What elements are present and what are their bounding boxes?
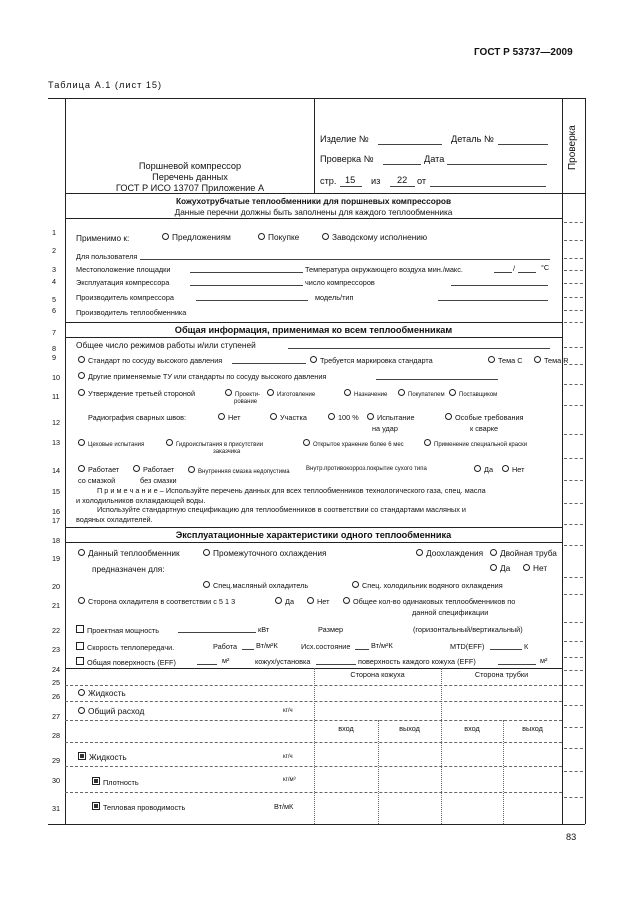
option-no-internal-lube[interactable]: Внутренняя смазка недопустима: [188, 466, 290, 475]
radio-icon: [490, 549, 497, 556]
thermal-conductivity-unit: Вт/мК: [274, 802, 294, 811]
option-coating-no[interactable]: Нет: [502, 465, 524, 474]
mtd-field[interactable]: [490, 649, 522, 650]
checkbox-thermal-conductivity[interactable]: Тепловая проводимость: [92, 802, 185, 812]
checkbox-fluid-flow[interactable]: Жидкость: [78, 752, 127, 762]
row-number: 7: [52, 328, 57, 337]
radiography-label: Радиография сварных швов:: [88, 413, 187, 422]
row-number: 3: [52, 265, 57, 274]
surface-per-shell-field[interactable]: [498, 664, 536, 665]
option-double-pipe-yes[interactable]: Да: [490, 563, 510, 573]
radio-icon: [218, 413, 225, 420]
row-number: 18: [52, 536, 61, 545]
option-tema-r[interactable]: Тема R: [534, 356, 568, 365]
option-special-paint[interactable]: Применение специальной краски: [424, 439, 527, 448]
radio-icon: [534, 356, 541, 363]
of-label: из: [371, 176, 381, 186]
row-number: 17: [52, 516, 61, 525]
proverka-field[interactable]: [383, 164, 421, 165]
surface-per-shell-label: поверхность каждого кожуха (EFF): [358, 657, 476, 666]
table-col-divider: [441, 668, 442, 824]
section1-title: Кожухотрубчатые теплообменники для поршневых компрессоров: [175, 196, 452, 206]
row-number: 4: [52, 277, 57, 286]
option-identical-count[interactable]: Общее кол-во одинаковых теплообменников по: [343, 597, 515, 606]
row-number: 30: [52, 776, 61, 785]
page-value: 15: [345, 175, 356, 185]
general-info-title: Общая информация, применимая ко всем теплообменникам: [174, 325, 453, 335]
radio-icon: [162, 233, 169, 240]
design-capacity-unit: кВт: [258, 625, 270, 634]
tube-side-header: Сторона трубки: [474, 670, 529, 679]
identical-count-cont: данной спецификации: [412, 608, 489, 617]
option-open-storage[interactable]: Открытое хранение более 6 мес: [303, 439, 404, 448]
radio-icon: [344, 389, 351, 396]
checkbox-icon: [76, 642, 84, 650]
option-design[interactable]: Проекти-: [225, 389, 260, 398]
option-water-cooler[interactable]: Спец. холодильник водяного охлаждения: [352, 581, 503, 590]
option-shop-tests[interactable]: Цеховые испытания: [78, 439, 144, 448]
frame-bottom: [48, 824, 585, 825]
row-number: 20: [52, 582, 61, 591]
radio-icon: [449, 389, 456, 396]
radio-icon: [78, 465, 85, 472]
option-impact-test[interactable]: Испытание: [367, 413, 415, 422]
option-total-flow[interactable]: Общий расход: [78, 706, 144, 716]
checkbox-checked-icon: [78, 752, 86, 760]
from-label: от: [417, 176, 427, 186]
note-line1: П р и м е ч а н и е – Используйте перечень данных для всех теплообменников технологического газа, спец. масла: [97, 486, 486, 495]
shell-outlet-header: выход: [399, 724, 420, 733]
radio-icon: [322, 233, 329, 240]
applicable-label: Применимо к:: [76, 233, 130, 243]
option-proposals[interactable]: Предложениям: [162, 232, 231, 242]
radio-icon: [203, 549, 210, 556]
row-number: 28: [52, 731, 61, 740]
option-cooler-side[interactable]: Сторона охладителя в соответствии с 5 1 3: [78, 597, 235, 606]
checkbox-checked-icon: [92, 777, 100, 785]
option-assignment[interactable]: Назначение: [344, 389, 387, 398]
row-number: 22: [52, 626, 61, 635]
row-number: 24: [52, 665, 61, 674]
tube-outlet-header: выход: [522, 724, 543, 733]
date-label: Дата: [424, 154, 445, 164]
radio-icon: [78, 707, 85, 714]
radio-icon: [398, 389, 405, 396]
operation-field[interactable]: [242, 649, 254, 650]
hx-maker-label: Производитель теплообменника: [76, 308, 187, 317]
compressor-maker-label: Производитель компрессора: [76, 293, 174, 302]
surface-per-shell-unit: м²: [540, 656, 548, 665]
row-number: 6: [52, 306, 57, 315]
radio-icon: [78, 439, 85, 446]
option-radiography-no[interactable]: Нет: [218, 413, 240, 422]
other-specs-field[interactable]: [376, 379, 498, 380]
special-welding-cont: к сварке: [470, 424, 499, 433]
temp-separator: /: [513, 264, 516, 273]
fluid-flow-unit: кг/ч: [283, 754, 293, 760]
modes-count-field[interactable]: [288, 348, 550, 349]
radio-icon: [502, 465, 509, 472]
section1-subtitle: Данные перечни должны быть заполнены для каждого теплообменника: [174, 207, 453, 217]
model-type-label: модель/тип: [315, 293, 354, 302]
radio-icon: [474, 465, 481, 472]
option-by-supplier[interactable]: Поставщиком: [449, 389, 497, 398]
ambient-temp-label: Температура окружающего воздуха мин./макс.: [305, 265, 463, 274]
radio-icon: [188, 466, 195, 473]
operation-label: Работа: [213, 642, 238, 651]
shell-unit-field[interactable]: [316, 664, 356, 665]
option-double-pipe-no[interactable]: Нет: [523, 563, 547, 573]
compressor-count-field[interactable]: [451, 285, 548, 286]
row-number: 29: [52, 756, 61, 765]
row-number: 8: [52, 344, 57, 353]
tube-inlet-header: вход: [464, 724, 480, 733]
shell-side-header: Сторона кожуха: [350, 670, 405, 679]
compressor-maker-field[interactable]: [196, 300, 308, 301]
size-label: Размер: [318, 625, 344, 634]
radio-icon: [225, 389, 232, 396]
title-line2: Перечень данных: [152, 172, 228, 182]
clean-state-unit: Вт/м²К: [371, 641, 393, 650]
row-number: 10: [52, 373, 61, 382]
total-field: [390, 186, 415, 187]
row-number: 9: [52, 353, 57, 362]
dry-coating-label: Внутр.противокорроз.покрытие сухого типа: [306, 466, 427, 472]
option-fluid[interactable]: Жидкость: [78, 688, 126, 698]
checkbox-checked-icon: [92, 802, 100, 810]
radio-icon: [445, 413, 452, 420]
option-cooler-side-no[interactable]: Нет: [307, 597, 329, 606]
compressor-operation-label: Эксплуатация компрессора: [76, 278, 170, 287]
title-bottom: [65, 193, 562, 194]
option-non-lubricated[interactable]: Работает: [133, 465, 174, 474]
option-double-pipe[interactable]: Двойная труба: [490, 548, 557, 558]
performance-title: Эксплуатационные характеристики одного теплообменника: [175, 530, 452, 540]
checkbox-icon: [76, 657, 84, 665]
row-number: 11: [52, 392, 60, 401]
radio-icon: [328, 413, 335, 420]
option-this-hx[interactable]: Данный теплообменник: [78, 548, 180, 558]
option-intercooling[interactable]: Промежуточного охлаждения: [203, 548, 326, 558]
option-design-capacity[interactable]: Проектная мощность: [76, 625, 159, 635]
row-number: 31: [52, 804, 61, 813]
site-location-label: Местоположение площадки: [76, 265, 171, 274]
izdelie-field[interactable]: [378, 144, 442, 145]
option-total-surface[interactable]: Общая поверхность (EFF): [76, 657, 176, 667]
row-number: 12: [52, 418, 61, 427]
radio-icon: [78, 597, 85, 604]
radio-icon: [78, 372, 85, 379]
radio-icon: [488, 356, 495, 363]
option-factory[interactable]: Заводскому исполнению: [322, 232, 427, 242]
radio-icon: [203, 581, 210, 588]
modes-count-label: Общее число режимов работы и/или ступеней: [76, 340, 256, 350]
page-label: стр.: [320, 176, 337, 186]
radio-icon: [78, 389, 85, 396]
table-col-divider: [378, 720, 379, 824]
model-type-field[interactable]: [438, 300, 548, 301]
row-number: 15: [52, 487, 61, 496]
total-surface-field[interactable]: [197, 664, 217, 665]
row-number: 25: [52, 678, 61, 687]
operation-unit: Вт/м²К: [256, 641, 278, 650]
shell-inlet-header: вход: [338, 724, 354, 733]
detal-field[interactable]: [498, 144, 548, 145]
temp-unit: °C: [541, 263, 550, 272]
option-by-buyer[interactable]: Покупателем: [398, 389, 445, 398]
temp-max-field[interactable]: [518, 272, 536, 273]
option-witnessed-hydrotest[interactable]: Гидроиспытания в присутствии: [166, 439, 263, 448]
radio-icon: [78, 549, 85, 556]
radio-icon: [416, 549, 423, 556]
site-location-field[interactable]: [190, 272, 303, 273]
total-value: 22: [397, 175, 408, 185]
proverka-label: Проверка №: [320, 154, 374, 164]
row-number: 14: [52, 466, 61, 475]
checkbox-density[interactable]: Плотность: [92, 777, 139, 787]
radio-icon: [166, 439, 173, 446]
from-field[interactable]: [430, 186, 546, 187]
radio-icon: [307, 597, 314, 604]
table-col-divider: [314, 668, 315, 824]
note-line3: Используйте стандартную спецификацию для теплообменников в соответствии со стандартами масляных и: [97, 505, 466, 514]
page-field: [340, 186, 362, 187]
option-manufacture[interactable]: Изготовление: [267, 389, 315, 398]
row-number: 13: [52, 438, 61, 447]
option-other-specs[interactable]: Другие применяемые ТУ или стандарты по сосуду высокого давления: [78, 372, 326, 381]
radio-icon: [523, 564, 530, 571]
intended-for-label: предназначен для:: [92, 564, 165, 574]
row-number: 21: [52, 601, 61, 610]
option-third-party[interactable]: Утверждение третьей стороной: [78, 389, 195, 398]
radio-icon: [78, 689, 85, 696]
option-pressure-vessel-std[interactable]: Стандарт по сосуду высокого давления: [78, 356, 222, 365]
total-surface-unit: м²: [222, 656, 230, 665]
mtd-label: MTD(EFF): [450, 642, 485, 651]
radio-icon: [310, 356, 317, 363]
impact-test-cont: на удар: [372, 424, 398, 433]
option-special-welding[interactable]: Особые требования: [445, 413, 524, 422]
radio-icon: [258, 233, 265, 240]
frame-right: [562, 98, 563, 824]
temp-min-field[interactable]: [494, 272, 512, 273]
page-number: 83: [566, 832, 577, 842]
row-number: 16: [52, 507, 61, 516]
radio-icon: [275, 597, 282, 604]
shell-unit-label: кожух/установка: [255, 657, 311, 666]
lubricated-cont: со смазкой: [78, 476, 116, 485]
row-number: 2: [52, 246, 57, 255]
option-lubricated[interactable]: Работает: [78, 465, 119, 474]
detal-label: Деталь №: [451, 134, 494, 144]
radio-icon: [343, 597, 350, 604]
total-flow-unit: кг/ч: [283, 708, 293, 714]
option-std-marking[interactable]: Требуется маркировка стандарта: [310, 356, 433, 365]
for-user-label: Для пользователя: [76, 252, 138, 261]
date-field[interactable]: [447, 164, 547, 165]
option-aftercooling[interactable]: Доохлаждения: [416, 548, 483, 558]
option-purchase[interactable]: Покупке: [258, 232, 299, 242]
option-coating-yes[interactable]: Да: [474, 465, 493, 474]
option-radiography-spot[interactable]: Участка: [270, 413, 307, 422]
radio-icon: [270, 413, 277, 420]
option-radiography-full[interactable]: 100 %: [328, 413, 359, 422]
izdelie-label: Изделие №: [320, 134, 369, 144]
note-line2: и холодильников охлаждающей воды.: [76, 496, 206, 505]
row-number: 1: [52, 228, 57, 237]
title-divider: [314, 98, 315, 193]
frame-right-outer: [585, 98, 586, 824]
row-number: 19: [52, 554, 61, 563]
row-number: 27: [52, 712, 61, 721]
row-number: 26: [52, 692, 61, 701]
table-caption: Таблица А.1 (лист 15): [48, 80, 163, 90]
non-lubricated-cont: без смазки: [140, 476, 177, 485]
row-number: 23: [52, 645, 61, 654]
option-tema-c[interactable]: Тема С: [488, 356, 522, 365]
title-line1: Поршневой компрессор: [138, 161, 242, 171]
radio-icon: [303, 439, 310, 446]
option-heat-transfer-rate[interactable]: Скорость теплопередачи.: [76, 642, 174, 652]
for-user-field[interactable]: [140, 259, 550, 260]
checkbox-icon: [76, 625, 84, 633]
mtd-unit: К: [524, 642, 529, 651]
pressure-vessel-std-field[interactable]: [232, 363, 306, 364]
clean-state-field[interactable]: [355, 649, 369, 650]
radio-icon: [267, 389, 274, 396]
clean-state-label: Исх.состояние: [301, 642, 351, 651]
note-line4: водяных охладителей.: [76, 515, 153, 524]
radio-icon: [490, 564, 497, 571]
table-col-divider: [503, 720, 504, 824]
proverka-side-label: Проверка: [567, 125, 578, 170]
title-line3: ГОСТ Р ИСО 13707 Приложение А: [115, 183, 265, 193]
radio-icon: [424, 439, 431, 446]
option-oil-cooler[interactable]: Спец.масляный охладитель: [203, 581, 308, 590]
radio-icon: [352, 581, 359, 588]
density-unit: кг/м³: [283, 777, 296, 783]
radio-icon: [133, 465, 140, 472]
compressor-count-label: число компрессоров: [305, 278, 375, 287]
compressor-operation-field[interactable]: [190, 285, 303, 286]
radio-icon: [367, 413, 374, 420]
witnessed-hydrotest-cont: заказчика: [213, 449, 241, 455]
option-cooler-side-yes[interactable]: Да: [275, 597, 294, 606]
row-number: 5: [52, 295, 57, 304]
design-capacity-field[interactable]: [178, 632, 256, 633]
design-label-cont: рование: [234, 399, 258, 405]
standard-code: ГОСТ Р 53737—2009: [474, 47, 573, 58]
radio-icon: [78, 356, 85, 363]
orientation-label: (горизонтальный/вертикальный): [413, 625, 523, 634]
